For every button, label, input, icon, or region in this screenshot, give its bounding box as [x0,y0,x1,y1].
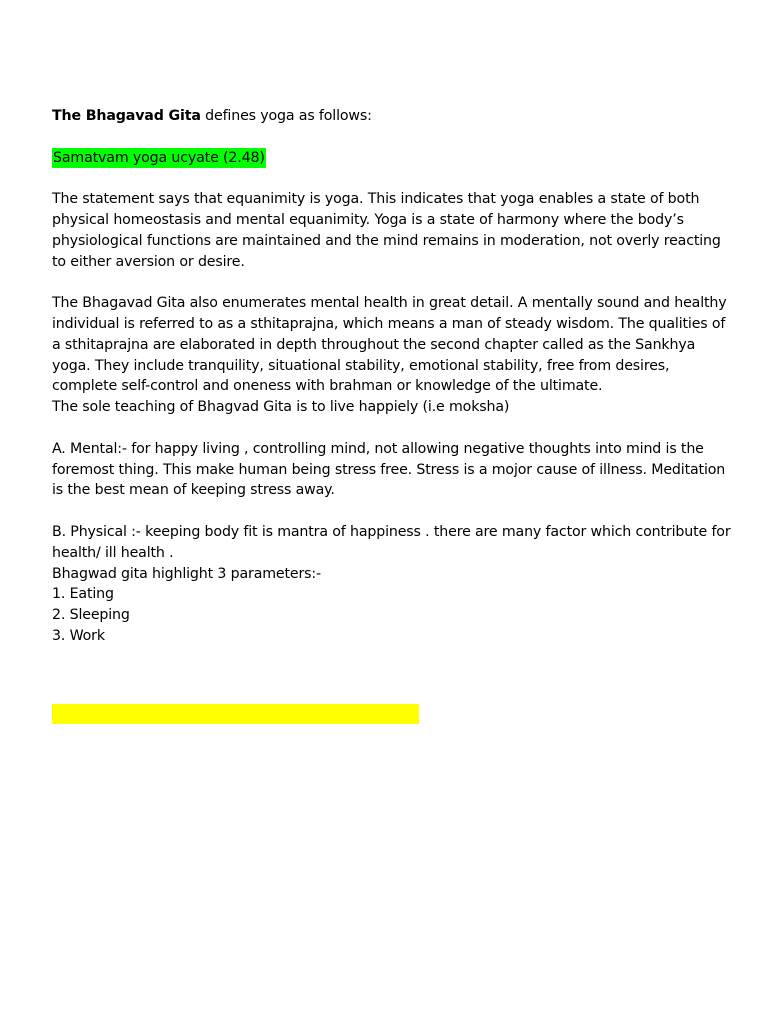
document-body [52,106,732,647]
intro-bold-title: The Bhagavad Gita [52,108,201,124]
section-physical-parameters: Bhagwad gita highlight 3 parameters:- [52,565,322,582]
spacer [52,127,732,148]
list-item-eating: 1. Eating [52,586,114,603]
intro-text: defines yoga as follows: [200,108,372,124]
section-physical: B. Physical :- keeping body fit is mantra of happiness . there are many factor which contribute for health/ ill health . [52,523,731,561]
paragraph-equanimity: The statement says that equanimity is yoga. This indicates that yoga enables a state of both physical homeostasis and mental equanimity. Yoga is a state of harmony where the body’s physiological functions are maintained and the mind remains in moderation, not overly reacting to either aversion or desire. [52,191,721,270]
intro-line [52,106,732,127]
spacer [52,272,732,293]
section-mental: A. Mental:- for happy living , controlling mind, not allowing negative thoughts into mind is the foremost thing. This make human being stress free. Stress is a mojor cause of illness. Meditation is the best mean of keeping stress away. [52,440,726,499]
paragraph-sole-teaching: The sole teaching of Bhagvad Gita is to live happiely (i.e moksha) [52,399,510,416]
sanskrit-quote-highlight: Samatvam yoga ucyate (2.48) [52,148,266,169]
yellow-highlight-bar [52,704,419,724]
spacer [52,418,732,439]
sanskrit-quote-line [52,148,732,169]
list-item-sleeping: 2. Sleeping [52,607,130,624]
paragraph-mental-health: The Bhagavad Gita also enumerates mental health in great detail. A mentally sound and healthy individual is referred to as a sthitaprajna, which means a man of steady wisdom. The qualities of a sthitaprajna are elaborated in depth throughout the second chapter called as the Sankhya yoga. They include tranquility, situational stability, emotional stability, free from desires, complete self-control and oneness with brahman or knowledge of the ultimate. [52,295,727,395]
spacer [52,501,732,522]
spacer [52,168,732,189]
list-item-work: 3. Work [52,627,105,644]
